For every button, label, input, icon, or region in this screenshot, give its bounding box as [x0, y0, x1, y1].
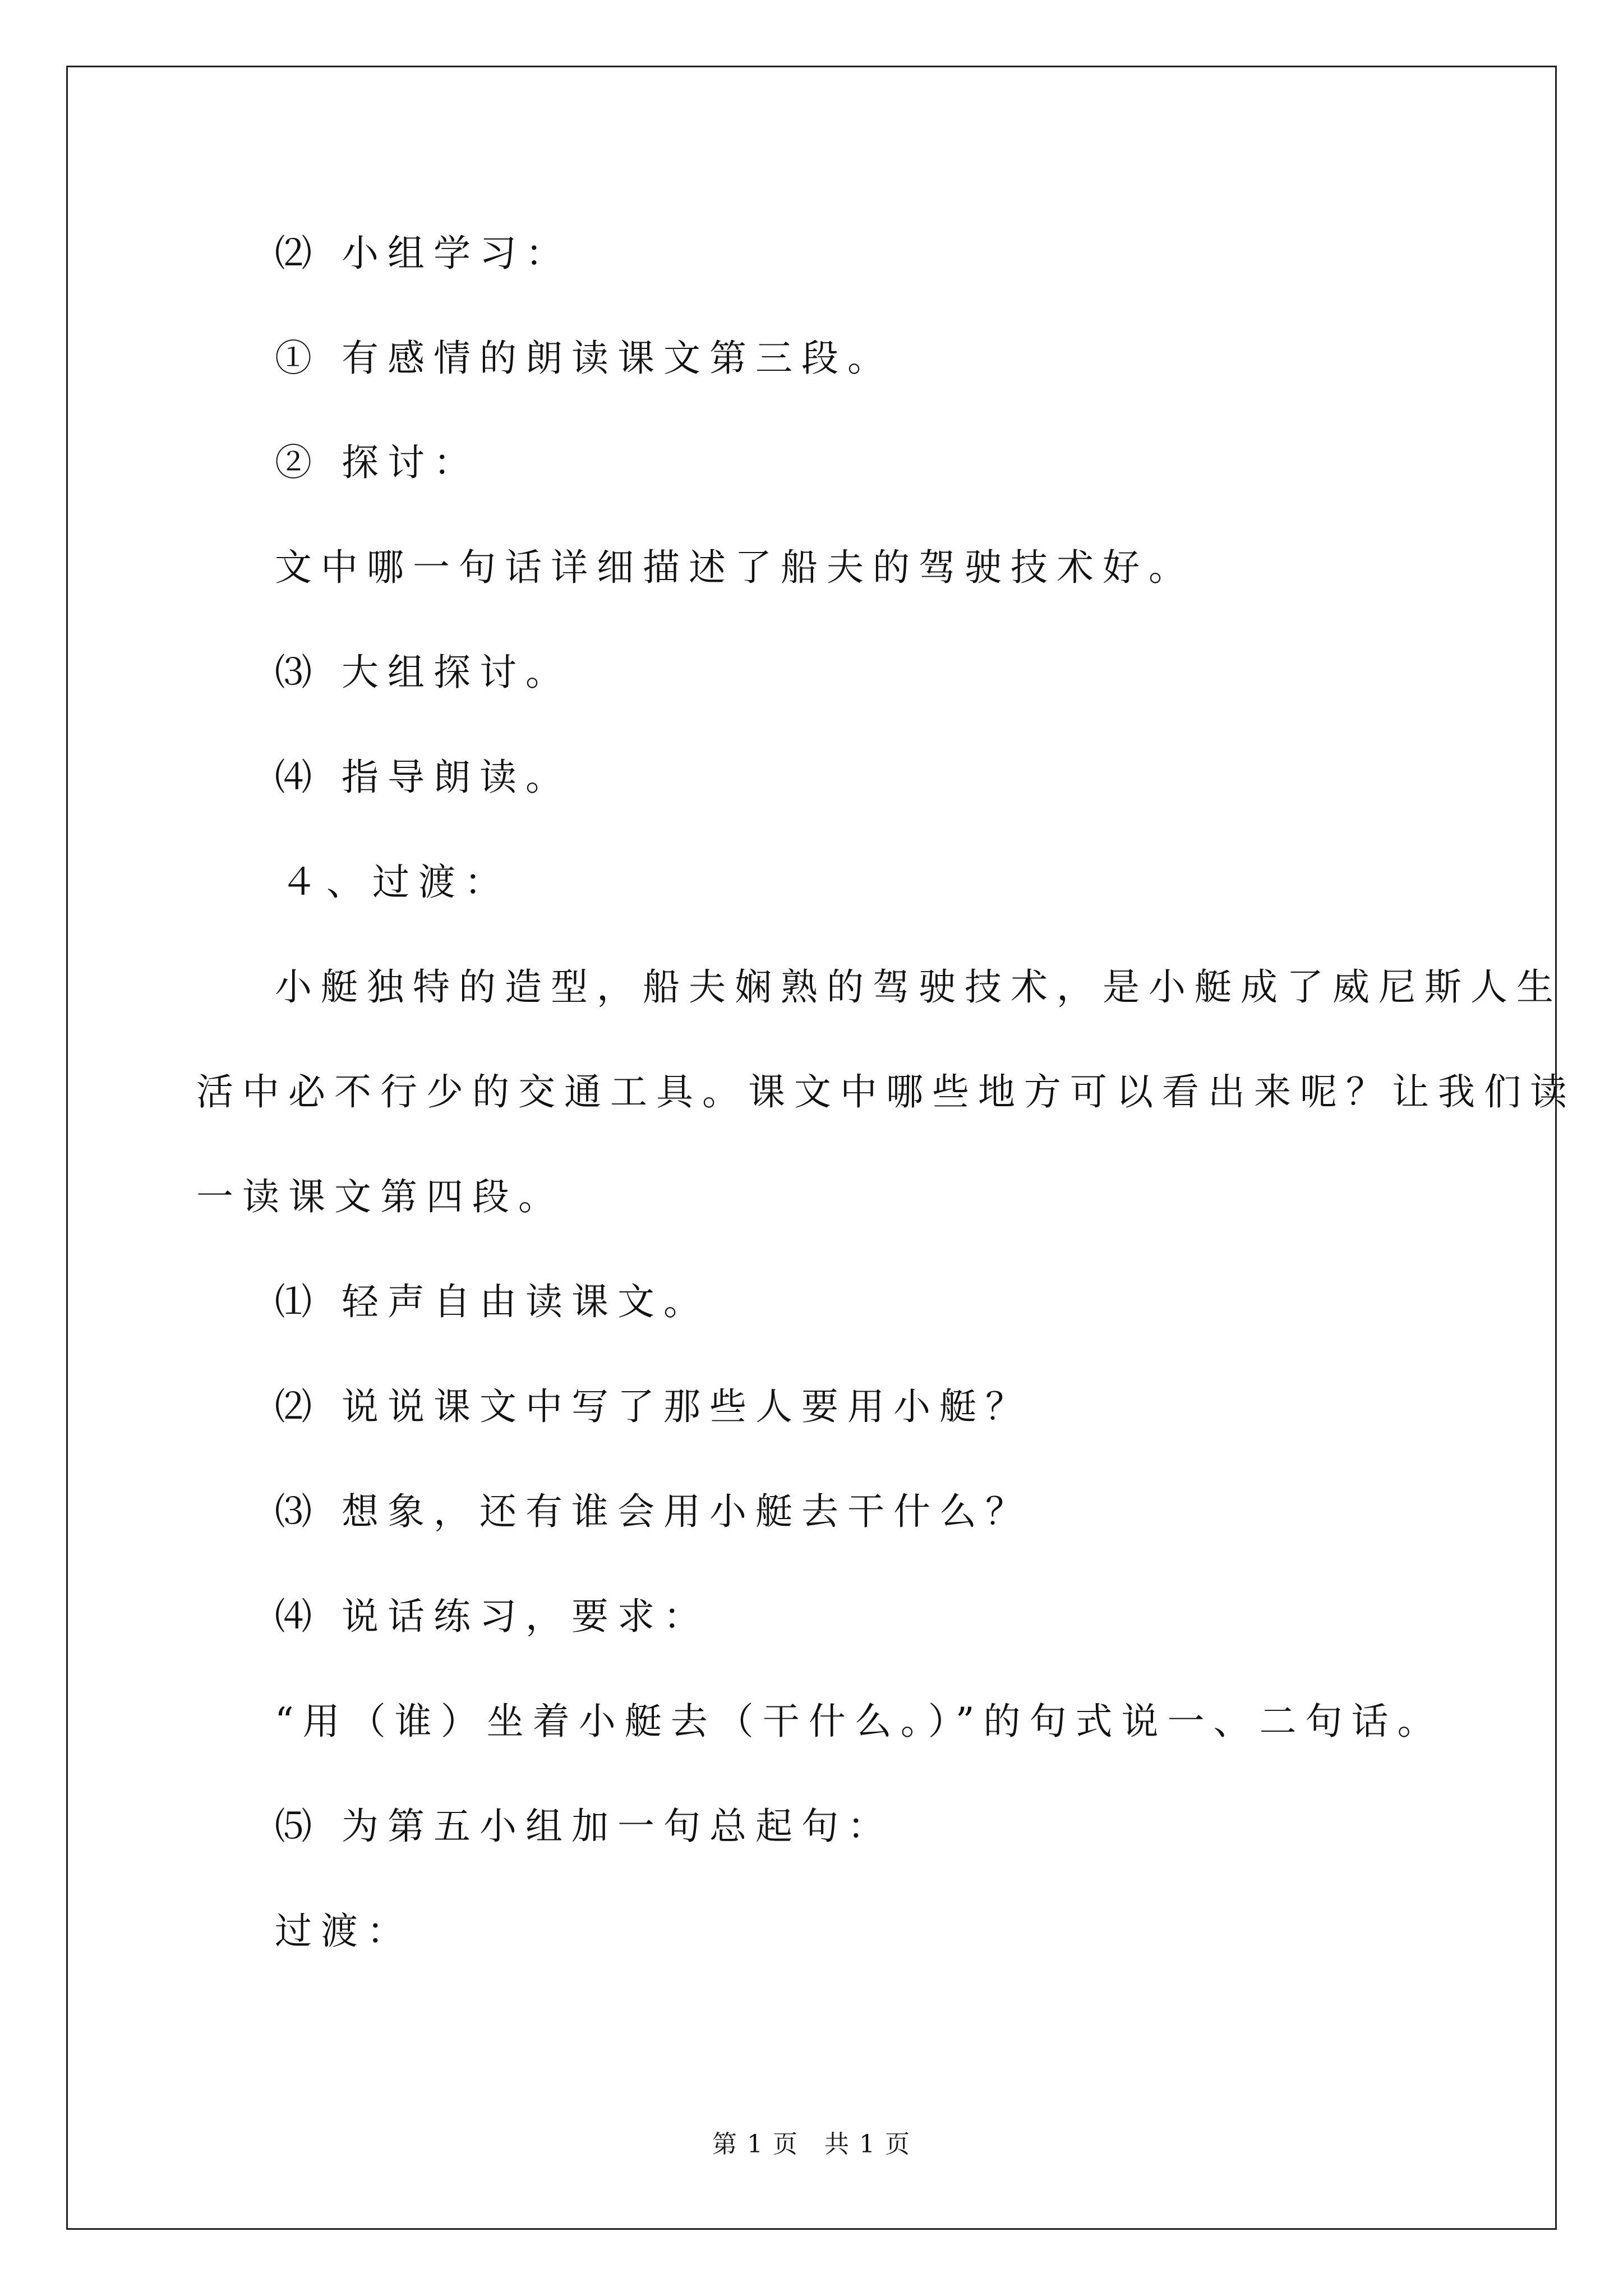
text-line: 过渡： — [275, 1910, 413, 1953]
text-line: ⑵ 说说课文中写了那些人要用小艇？ — [275, 1385, 1031, 1428]
text-line: ② 探讨： — [275, 441, 479, 484]
text-line: 活中必不行少的交通工具。课文中哪些地方可以看出来呢？让我们读 — [196, 1070, 1576, 1114]
text-line: ４、过渡： — [280, 861, 510, 904]
text-line: ⑷ 指导朗读。 — [275, 756, 571, 799]
text-line: 小艇独特的造型，船夫娴熟的驾驶技术，是小艇成了威尼斯人生 — [275, 965, 1562, 1009]
text-line: 一读课文第四段。 — [196, 1175, 564, 1218]
text-line: “用（谁）坐着小艇去（干什么。）”的句式说一、二句话。 — [275, 1700, 1444, 1743]
text-line: ⑵ 小组学习： — [275, 232, 571, 275]
page-footer: 第 1 页 共 1 页 — [712, 2130, 911, 2159]
text-line: 文中哪一句话详细描述了船夫的驾驶技术好。 — [275, 546, 1195, 589]
text-line: ⑷ 说话练习，要求： — [275, 1595, 709, 1638]
text-line: ⑴ 轻声自由读课文。 — [275, 1280, 709, 1323]
text-line: ① 有感情的朗读课文第三段。 — [275, 337, 893, 380]
text-line: ⑶ 大组探讨。 — [275, 651, 571, 694]
text-line: ⑸ 为第五小组加一句总起句： — [275, 1805, 893, 1848]
text-line: ⑶ 想象，还有谁会用小艇去干什么？ — [275, 1490, 1031, 1533]
